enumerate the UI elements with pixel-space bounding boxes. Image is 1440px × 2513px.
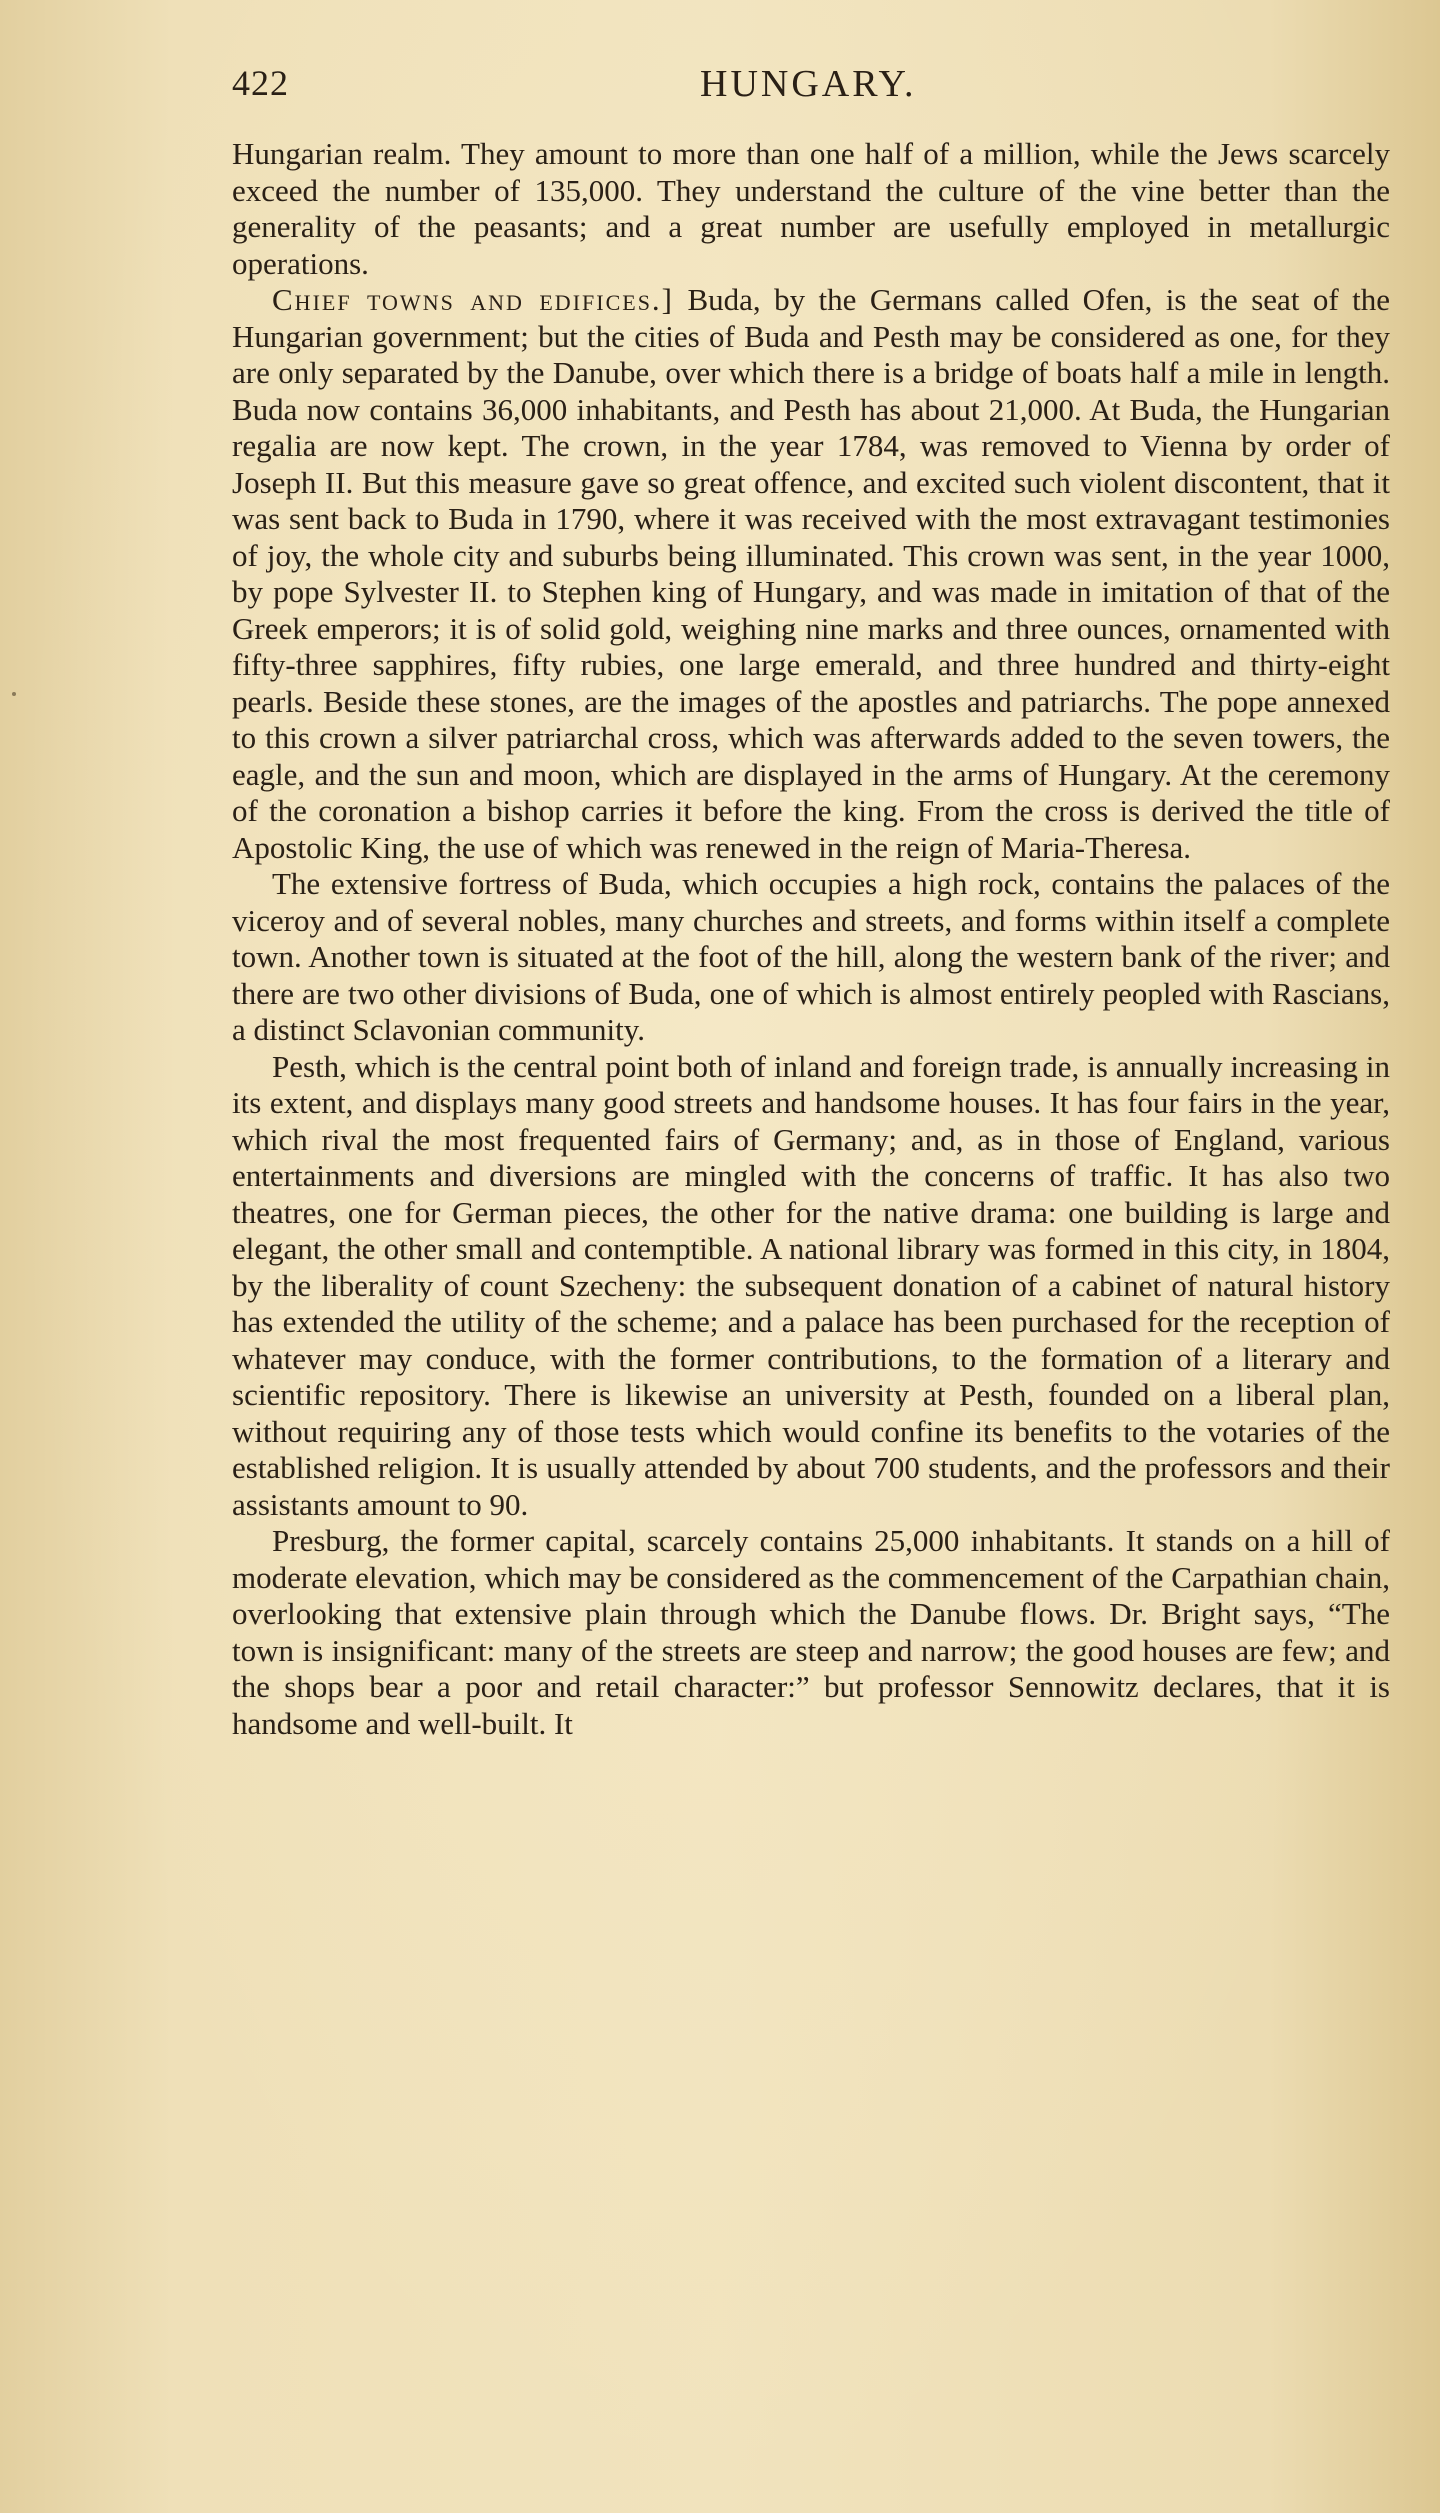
- running-title: HUNGARY.: [700, 63, 917, 105]
- paragraph-3-text: The extensive fortress of Buda, which occupies a high rock, contains the palaces of the viceroy and of several nobles, many churches and streets, and forms within itself a complete town. Another town is situated at the foot of the hill, along the western bank of the river; and there are two other divisions of Buda, one of which is almost entirely peopled with Rascians, a distinct Sclavonian community.: [232, 866, 1390, 1047]
- paragraph-1: [232, 136, 1390, 282]
- running-head: [232, 62, 1390, 122]
- body-text: [232, 136, 1390, 1742]
- page-number: 422: [232, 63, 289, 103]
- paragraph-2-text: Buda, by the Germans called Ofen, is the seat of the Hungarian government; but the cities of Buda and Pesth may be considered as one, for they are only separated by the Danube, over which there is a bridge of boats half a mile in length. Buda now contains 36,000 inhabitants, and Pesth has about 21,000. At Buda, the Hungarian regalia are now kept. The crown, in the year 1784, was removed to Vienna by order of Joseph II. But this measure gave so great offence, and excited such violent discontent, that it was sent back to Buda in 1790, where it was received with the most extravagant testimonies of joy, the whole city and suburbs being illuminated. This crown was sent, in the year 1000, by pope Sylvester II. to Stephen king of Hungary, and was made in imitation of that of the Greek emperors; it is of solid gold, weighing nine marks and three ounces, ornamented with fifty-three sapphires, fifty rubies, one large emerald, and three hundred and thirty-eight pearls. Beside these stones, are the images of the apostles and patriarchs. The pope annexed to this crown a silver patriarchal cross, which was afterwards added to the seven towers, the eagle, and the sun and moon, which are displayed in the arms of Hungary. At the ceremony of the coronation a bishop carries it before the king. From the cross is derived the title of Apostolic King, the use of which was renewed in the reign of Maria-Theresa.: [232, 282, 1391, 865]
- section-heading: Chief towns and edifices.]: [272, 282, 675, 317]
- paragraph-2: [232, 282, 1390, 866]
- paper-speck: [12, 692, 16, 696]
- paragraph-4: [232, 1049, 1390, 1524]
- paragraph-4-text: Pesth, which is the central point both of inland and foreign trade, is annually increasing in its extent, and displays many good streets and handsome houses. It has four fairs in the year, which rival the most frequented fairs of Germany; and, as in those of England, various entertainments and diversions are mingled with the concerns of traffic. It has also two theatres, one for German pieces, the other for the native drama: one building is large and elegant, the other small and contemptible. A national library was formed in this city, in 1804, by the liberality of count Szecheny: the subsequent donation of a cabinet of natural history has extended the utility of the scheme; and a palace has been purchased for the reception of whatever may conduce, with the former contributions, to the formation of a literary and scientific repository. There is likewise an university at Pesth, founded on a liberal plan, without requiring any of those tests which would confine its benefits to the votaries of the established religion. It is usually attended by about 700 students, and the professors and their assistants amount to 90.: [232, 1048, 1390, 1522]
- paragraph-1-text: Hungarian realm. They amount to more than one half of a million, while the Jews scarcely exceed the number of 135,000. They understand the culture of the vine better than the generality of the peasants; and a great number are usefully employed in metallurgic operations.: [232, 136, 1390, 281]
- paragraph-5-text: Presburg, the former capital, scarcely contains 25,000 inhabitants. It stands on a hill of moderate elevation, which may be considered as the commencement of the Carpathian chain, overlooking that extensive plain through which the Danube flows. Dr. Bright says, “The town is insignificant: many of the streets are steep and narrow; the good houses are few; and the shops bear a poor and retail character:” but professor Sennowitz declares, that it is handsome and well-built. It: [232, 1523, 1390, 1741]
- paragraph-3: [232, 866, 1390, 1049]
- paragraph-5: [232, 1523, 1390, 1742]
